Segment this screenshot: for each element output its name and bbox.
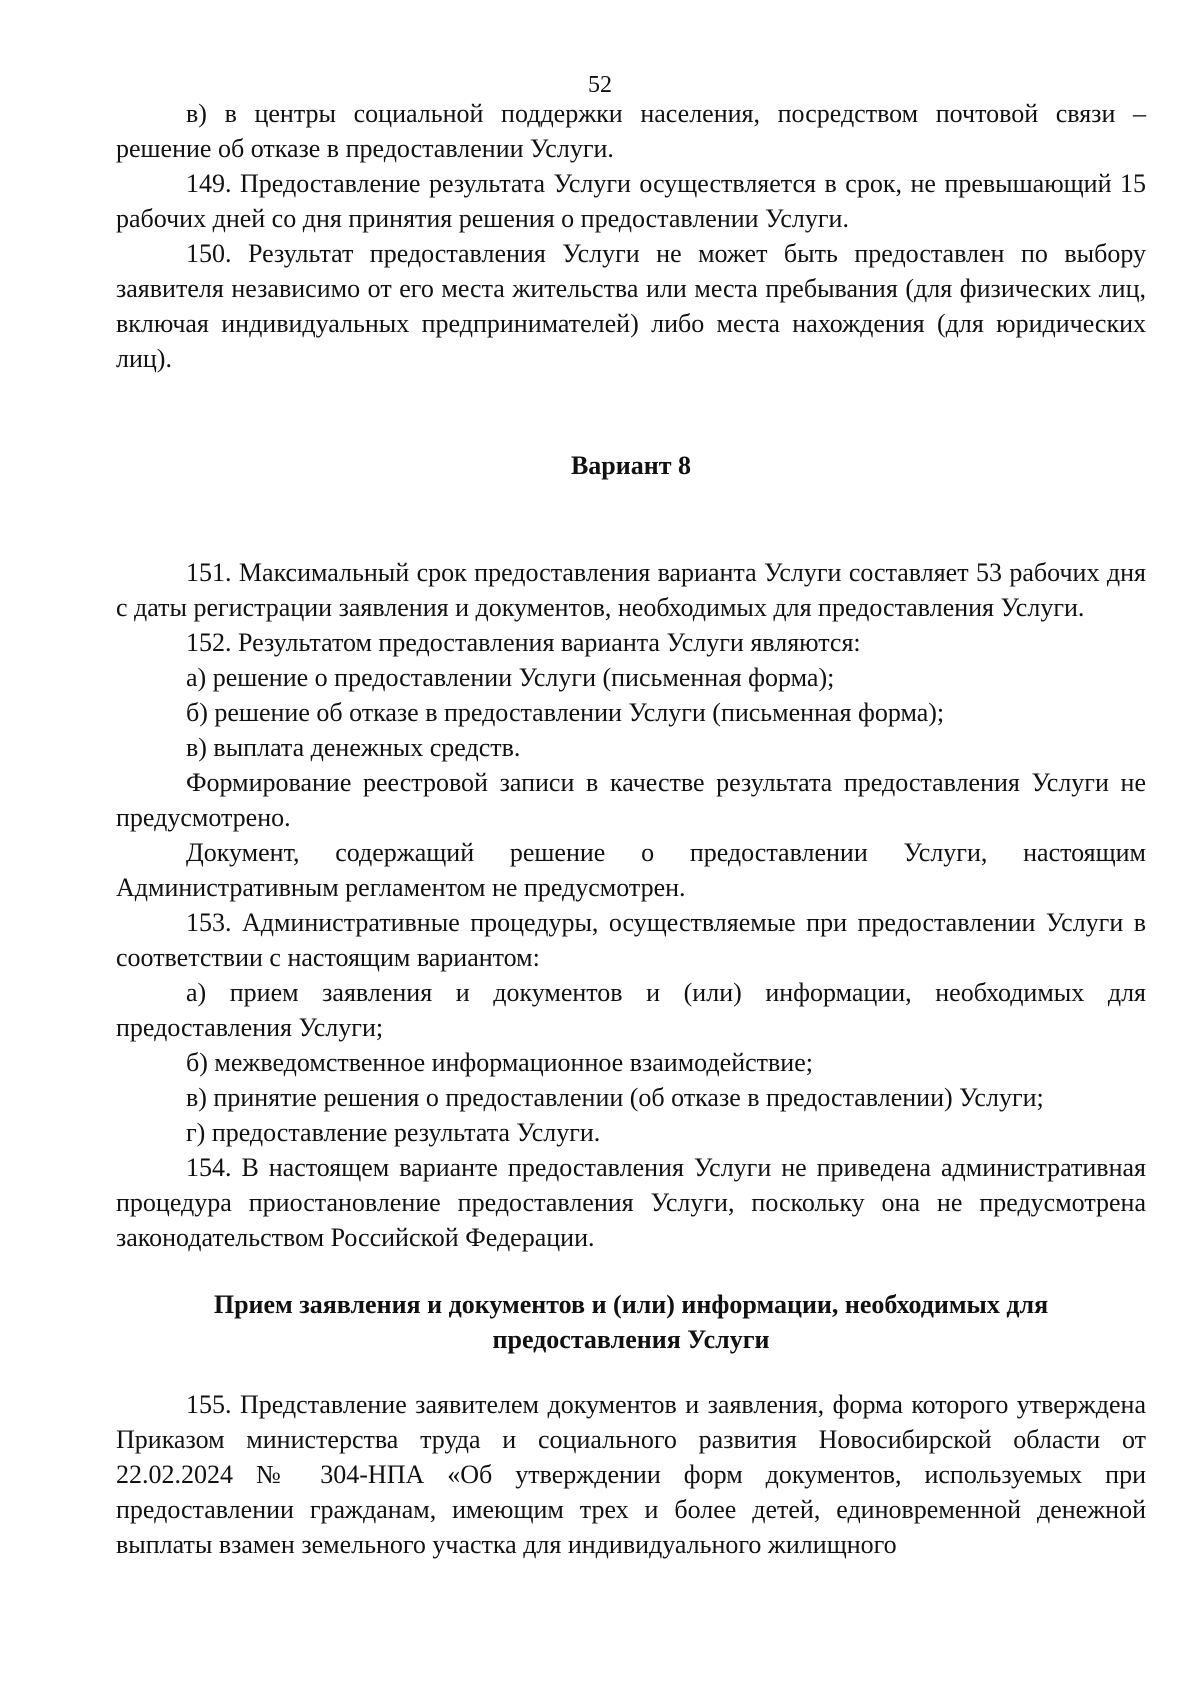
subsection-heading-line: Прием заявления и документов и (или) информации, необходимых для bbox=[213, 1290, 1049, 1319]
paragraph: Документ, содержащий решение о предоставлении Услуги, настоящим Административным регламентом не предусмотрен. bbox=[116, 838, 1146, 902]
paragraph: в) в центры социальной поддержки населения, посредством почтовой связи – решение об отказе в предоставлении Услуги. bbox=[116, 99, 1146, 163]
paragraph: 149. Предоставление результата Услуги осуществляется в срок, не превышающий 15 рабочих дней со дня принятия решения о предоставлении Услуги. bbox=[116, 169, 1146, 233]
paragraph: 154. В настоящем варианте предоставления Услуги не приведена административная процедура приостановление предоставления Услуги, поскольку она не предусмотрена законодательством Российской Федерации. bbox=[116, 1153, 1146, 1252]
paragraph: 153. Административные процедуры, осуществляемые при предоставлении Услуги в соответствии с настоящим вариантом: bbox=[116, 908, 1146, 972]
section-heading: Вариант 8 bbox=[570, 451, 692, 480]
paragraph: 152. Результатом предоставления варианта Услуги являются: bbox=[186, 628, 861, 657]
paragraph: 151. Максимальный срок предоставления варианта Услуги составляет 53 рабочих дня с даты регистрации заявления и документов, необходимых для предоставления Услуги. bbox=[116, 558, 1146, 622]
paragraph: Формирование реестровой записи в качестве результата предоставления Услуги не предусмотрено. bbox=[116, 768, 1146, 832]
list-item: а) прием заявления и документов и (или) информации, необходимых для предоставления Услуги; bbox=[116, 978, 1146, 1042]
list-item: б) межведомственное информационное взаимодействие; bbox=[186, 1048, 813, 1077]
list-item: а) решение о предоставлении Услуги (письменная форма); bbox=[186, 663, 835, 692]
list-item: в) выплата денежных средств. bbox=[186, 733, 521, 762]
subsection-heading bbox=[116, 1287, 1146, 1357]
list-item: в) принятие решения о предоставлении (об отказе в предоставлении) Услуги; bbox=[186, 1083, 1044, 1112]
document-body bbox=[116, 96, 1146, 1562]
list-item: б) решение об отказе в предоставлении Услуги (письменная форма); bbox=[186, 698, 945, 727]
paragraph: 155. Представление заявителем документов и заявления, форма которого утверждена Приказом министерства труда и социального развития Новосибирской области от 22.02.2024 № 304-НПА «Об утверждении форм документов, используемых при предоставлении гражданам, имеющим трех и более детей, единовременной денежной выплаты взамен земельного участка для индивидуального жилищного bbox=[116, 1390, 1146, 1559]
page-number: 52 bbox=[588, 72, 612, 98]
subsection-heading-line: предоставления Услуги bbox=[492, 1325, 770, 1354]
paragraph: 150. Результат предоставления Услуги не может быть предоставлен по выбору заявителя независимо от его места жительства или места пребывания (для физических лиц, включая индивидуальных предпринимателей) либо места нахождения (для юридических лиц). bbox=[116, 239, 1146, 373]
list-item: г) предоставление результата Услуги. bbox=[186, 1118, 601, 1147]
